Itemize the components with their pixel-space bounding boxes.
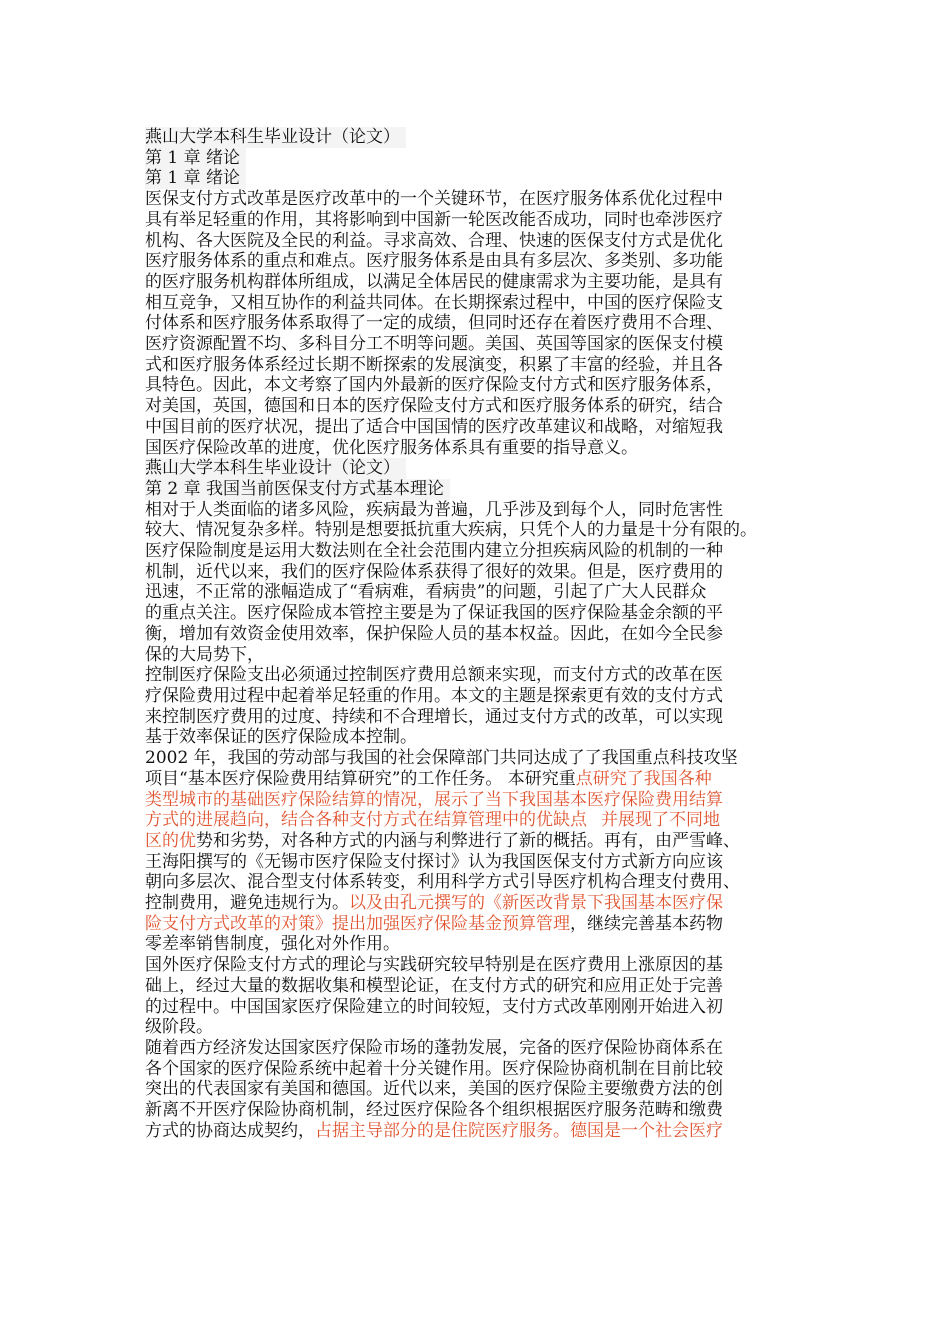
highlighted-text: 以及由孔元撰写的《新医改背景下我国基本医疗保: [349, 893, 723, 914]
chapter-1-title: 第 1 章 绪论: [145, 148, 825, 169]
text-line: 方式的协商达成契约，占据主导部分的是住院医疗服务。德国是一个社会医疗: [145, 1120, 723, 1141]
text-line: 的过程中。中国国家医疗保险建立的时间较短，支付方式改革刚刚开始进入初: [145, 996, 723, 1017]
paragraph-negotiation: [145, 1038, 825, 1142]
chapter-1-title-repeat: 第 1 章 绪论: [145, 168, 825, 189]
paragraph-foreign: [145, 955, 825, 1038]
text-line: 突出的代表国家有美国和德国。近代以来，美国的医疗保险主要缴费方法的创: [145, 1079, 723, 1100]
text-line: 来控制医疗费用的过度、持续和不合理增长，通过支付方式的改革，可以实现: [145, 706, 723, 727]
text-line: 险支付方式改革的对策》提出加强医疗保险基金预算管理，继续完善基本药物: [145, 913, 723, 934]
text-line: 2002 年，我国的劳动部与我国的社会保障部门共同达成了了我国重点科技攻坚: [145, 748, 738, 769]
text-line: 区的优势和劣势，对各种方式的内涵与利弊进行了新的概括。再有，由严雪峰、: [145, 830, 740, 851]
page-header-2: 燕山大学本科生毕业设计（论文）: [145, 458, 825, 479]
highlighted-text: 区的优: [145, 830, 196, 851]
paragraph-risk: [145, 500, 825, 666]
text-line: 较大、情况复杂多样。特别是想要抵抗重大疾病，只凭个人的力量是十分有限的。: [145, 520, 757, 541]
text-line: 朝向多层次、混合型支付体系转变，利用科学方式引导医疗机构合理支付费用、: [145, 872, 740, 893]
paragraph-intro: [145, 189, 825, 458]
text-line: 机制，近代以来，我们的医疗保险体系获得了很好的效果。但是，医疗费用的: [145, 561, 723, 582]
text-line: 控制费用，避免违规行为。以及由孔元撰写的《新医改背景下我国基本医疗保: [145, 893, 723, 914]
highlighted-text: 类型城市的基础医疗保险结算的情况，展示了当下我国基本医疗保险费用结算: [145, 789, 723, 810]
text-line: 式和医疗服务体系经过长期不断探索的发展演变，积累了丰富的经验，并且各: [145, 354, 723, 375]
text-line: 疗保险费用过程中起着举足轻重的作用。本文的主题是探索更有效的支付方式: [145, 685, 723, 706]
text-line: 医疗保险制度是运用大数法则在全社会范围内建立分担疾病风险的机制的一种: [145, 541, 723, 562]
text-line: 国外医疗保险支付方式的理论与实践研究较早特别是在医疗费用上涨原因的基: [145, 955, 723, 976]
text-line: 级阶段。: [145, 1017, 213, 1038]
text-line: 机构、各大医院及全民的利益。寻求高效、合理、快速的医保支付方式是优化: [145, 230, 723, 251]
highlighted-text: 点研究了我国各种: [575, 768, 712, 789]
text-line: 相对于人类面临的诸多风险，疾病最为普遍，几乎涉及到每个人，同时危害性: [145, 499, 723, 520]
text-line: 新离不开医疗保险协商机制，经过医疗保险各个组织根据医疗服务范畴和缴费: [145, 1100, 723, 1121]
text-line: 对美国，英国，德国和日本的医疗保险支付方式和医疗服务体系的研究，结合: [145, 396, 723, 417]
text-line: 础上，经过大量的数据收集和模型论证，在支付方式的研究和应用正处于完善: [145, 975, 723, 996]
page-header: 燕山大学本科生毕业设计（论文）: [145, 127, 825, 148]
text-line: 医疗服务体系的重点和难点。医疗服务体系是由具有多层次、多类别、多功能: [145, 251, 723, 272]
text-line: 控制医疗保险支出必须通过控制医疗费用总额来实现，而支付方式的改革在医: [145, 665, 723, 686]
highlighted-text: 占据主导部分的是住院医疗服务。德国是一个社会医疗: [315, 1120, 723, 1141]
text-line: 迅速，不正常的涨幅造成了“看病难，看病贵”的问题，引起了广大人民群众: [145, 582, 707, 603]
highlighted-text: 并展现了不同地: [601, 810, 720, 831]
text-line: 具有举足轻重的作用，其将影响到中国新一轮医改能否成功，同时也牵涉医疗: [145, 209, 723, 230]
text-line: 医保支付方式改革是医疗改革中的一个关键环节，在医疗服务体系优化过程中: [145, 189, 723, 210]
highlighted-text: 方式的进展趋向，结合各种支付方式在结算管理中的优缺点: [145, 810, 587, 831]
text-line: 的重点关注。医疗保险成本管控主要是为了保证我国的医疗保险基金余额的平: [145, 603, 723, 624]
text-line: 零差率销售制度，强化对外作用。: [145, 934, 400, 955]
text-line: 国医疗保险改革的进度，优化医疗服务体系具有重要的指导意义。: [145, 437, 638, 458]
text-line: 基于效率保证的医疗保险成本控制。: [145, 727, 417, 748]
text-line: [145, 810, 825, 831]
highlighted-text: 险支付方式改革的对策》提出加强医疗保险基金预算管理: [145, 913, 570, 934]
paragraph-2002: [145, 748, 825, 955]
text-line: 付体系和医疗服务体系取得了一定的成绩，但同时还存在着医疗费用不合理、: [145, 313, 723, 334]
text-line: 衡，增加有效资金使用效率，保护保险人员的基本权益。因此，在如今全民参: [145, 623, 723, 644]
text-line: 王海阳撰写的《无锡市医疗保险支付探讨》认为我国医保支付方式新方向应该: [145, 851, 723, 872]
text-line: 各个国家的医疗保险系统中起着十分关键作用。医疗保险协商机制在目前比较: [145, 1058, 723, 1079]
chapter-2-title: 第 2 章 我国当前医保支付方式基本理论: [145, 479, 825, 500]
text-line: 相互竞争，又相互协作的利益共同体。在长期探索过程中，中国的医疗保险支: [145, 292, 723, 313]
document-page: [145, 127, 825, 1141]
text-line: 保的大局势下，: [145, 644, 264, 665]
text-line: 随着西方经济发达国家医疗保险市场的蓬勃发展，完备的医疗保险协商体系在: [145, 1037, 723, 1058]
text-line: 具特色。因此，本文考察了国内外最新的医疗保险支付方式和医疗服务体系，: [145, 375, 723, 396]
paragraph-cost-control: [145, 665, 825, 748]
text-line: 的医疗服务机构群体所组成，以满足全体居民的健康需求为主要功能，是具有: [145, 271, 723, 292]
text-line: 中国目前的医疗状况，提出了适合中国国情的医疗改革建议和战略，对缩短我: [145, 416, 723, 437]
text-line: 医疗资源配置不均、多科目分工不明等问题。美国、英国等国家的医保支付模: [145, 334, 723, 355]
text-line: 项目“基本医疗保险费用结算研究”的工作任务。 本研究重点研究了我国各种: [145, 768, 712, 789]
